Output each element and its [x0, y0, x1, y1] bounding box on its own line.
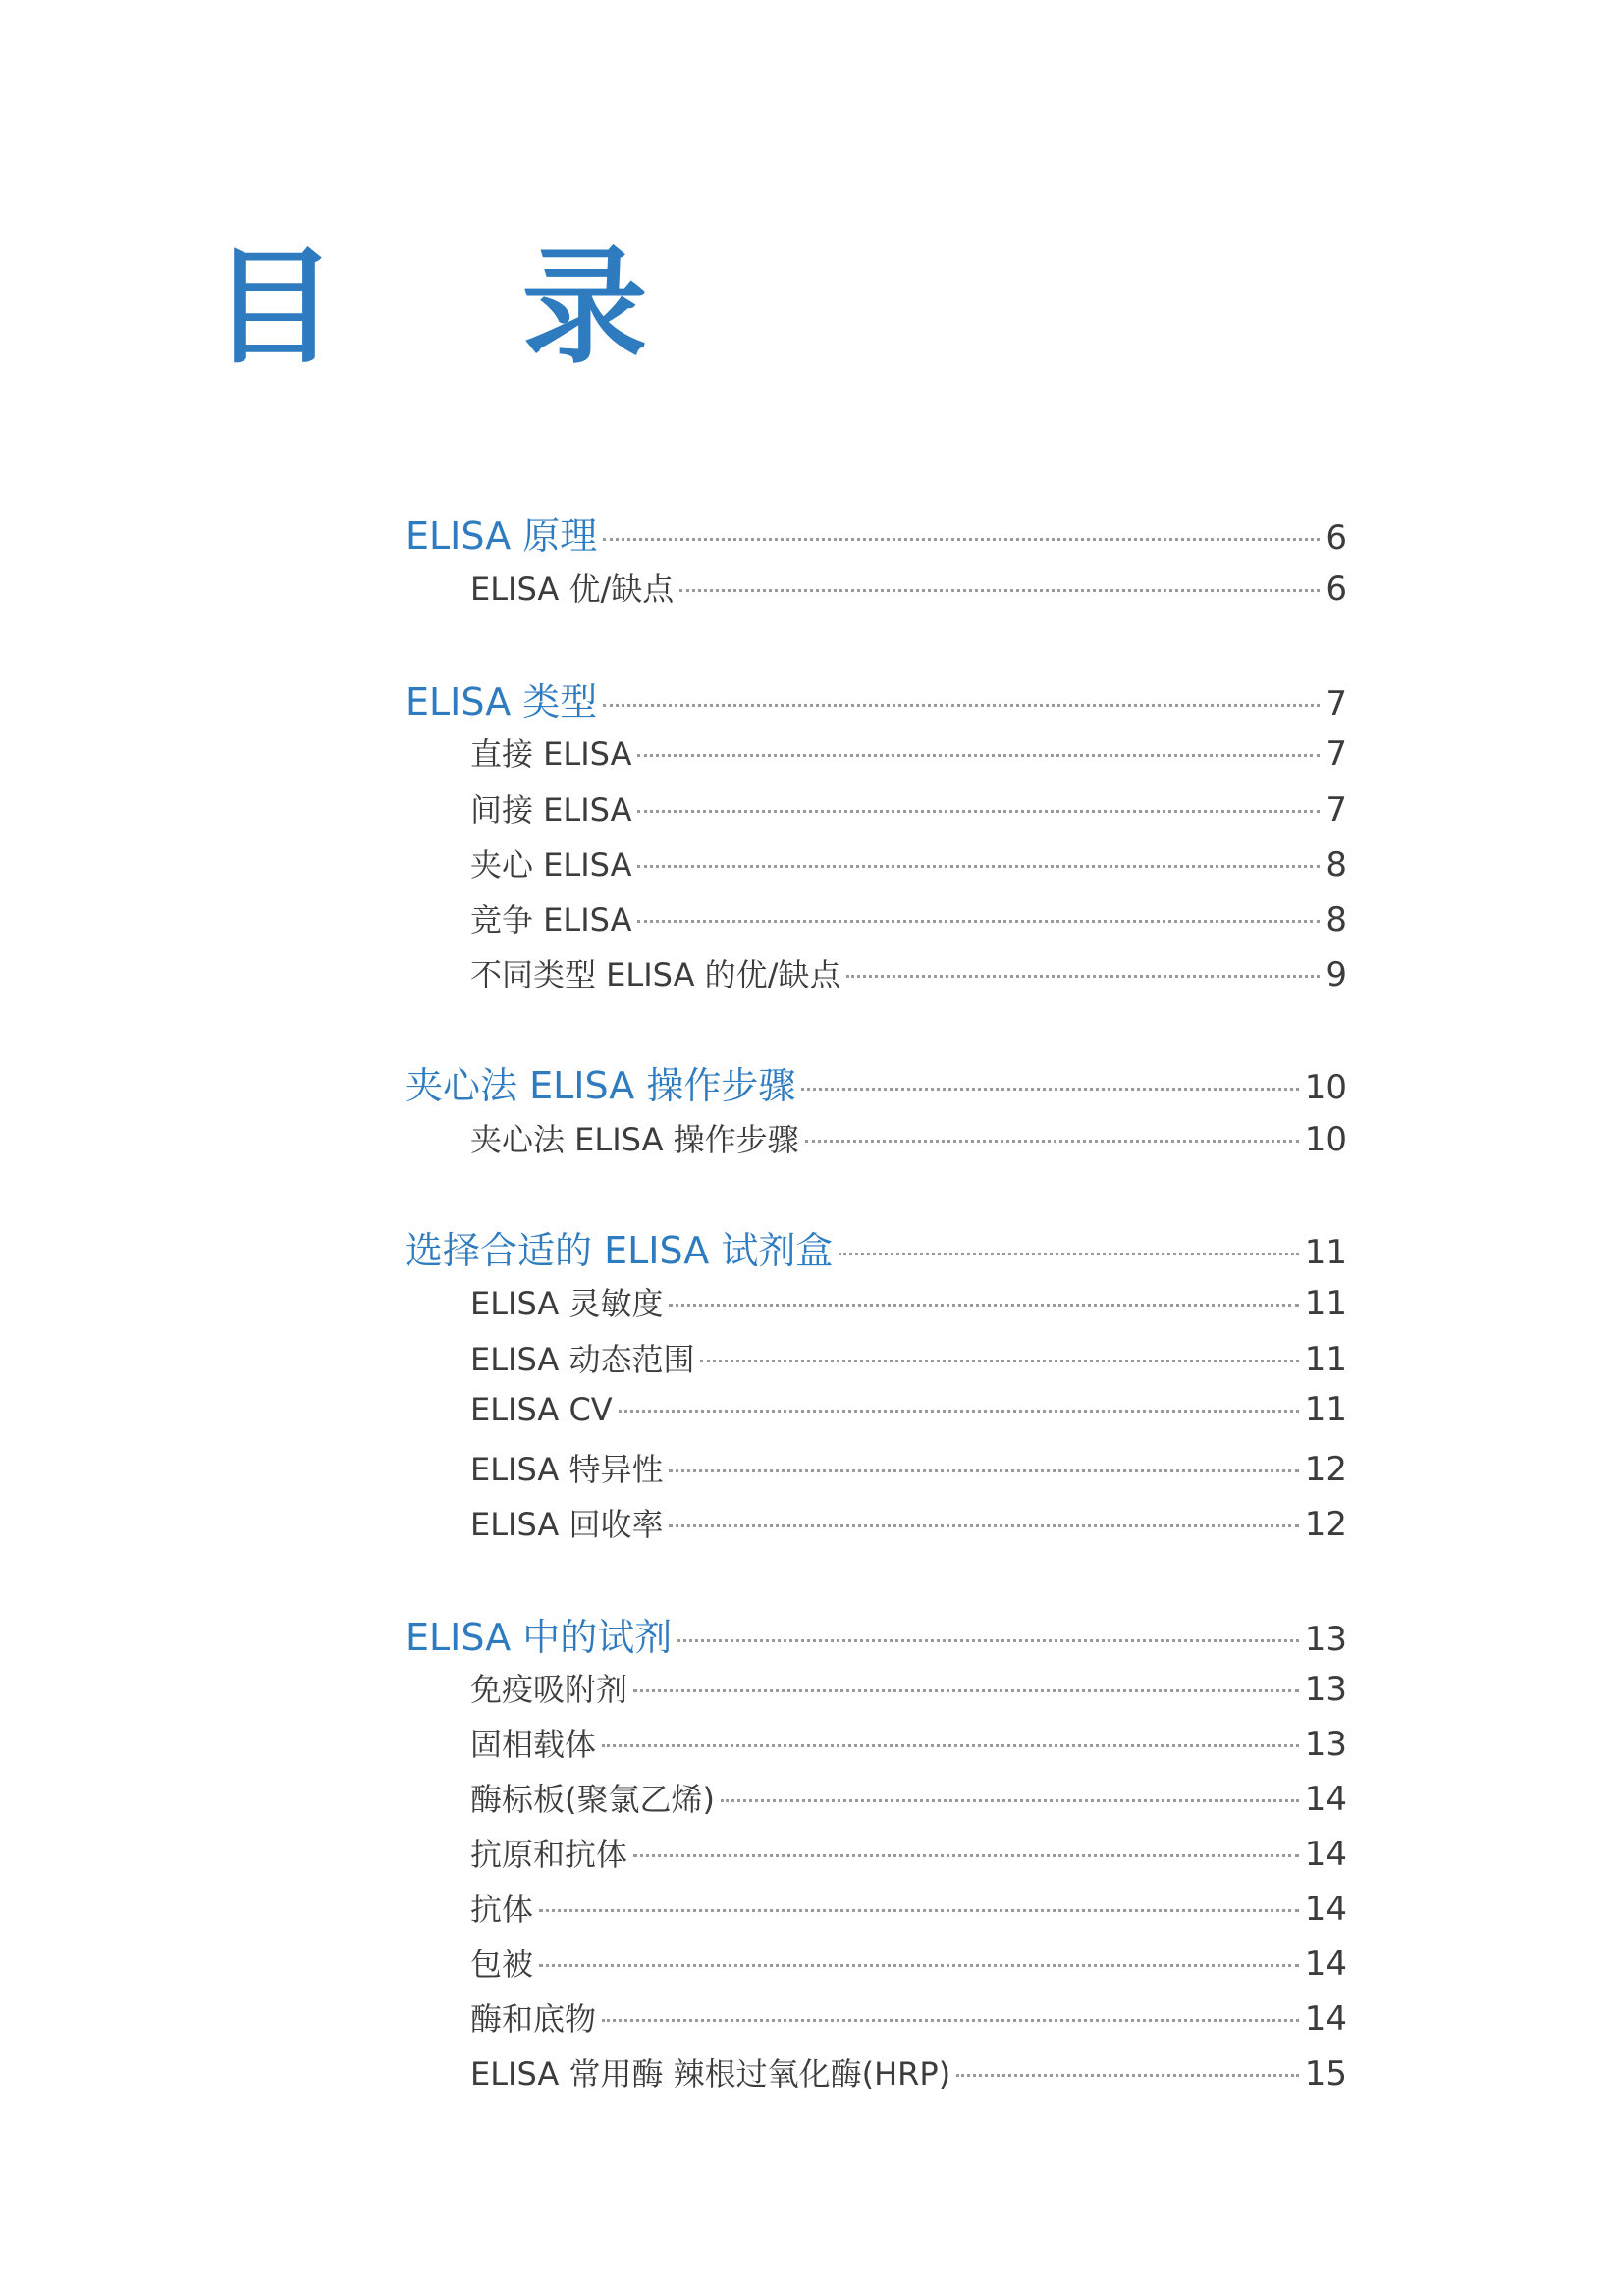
- toc-page-number: 14: [1304, 1945, 1347, 1984]
- toc-entry-coating[interactable]: [470, 1940, 1347, 1984]
- toc-entry-label: ELISA 常用酶 辣根过氧化酶(HRP): [470, 2056, 951, 2093]
- toc-page-number: 8: [1326, 845, 1347, 884]
- dot-leader: [679, 589, 1320, 592]
- page-title: 目 录: [211, 235, 719, 381]
- toc-entry-immunosorbent[interactable]: [470, 1665, 1347, 1709]
- dot-leader: [633, 1854, 1299, 1857]
- toc-entry-label: ELISA 动态范围: [470, 1341, 695, 1378]
- toc-entry-competitive-elisa[interactable]: [470, 895, 1347, 939]
- toc-entry-label: ELISA 回收率: [470, 1506, 664, 1543]
- toc-entry-label: 酶和底物: [470, 2001, 597, 2038]
- toc-entry-label: ELISA 类型: [406, 680, 598, 723]
- dot-leader: [637, 754, 1320, 757]
- dot-leader: [846, 975, 1320, 978]
- toc-page-number: 13: [1304, 1725, 1347, 1764]
- toc-entry-label: 夹心法 ELISA 操作步骤: [470, 1121, 799, 1158]
- toc-entry-label: 酶标板(聚氯乙烯): [470, 1781, 715, 1818]
- toc-entry-solid-phase[interactable]: [470, 1720, 1347, 1764]
- toc-entry-choose-kit[interactable]: [406, 1220, 1347, 1272]
- toc-entry-label: ELISA 原理: [406, 514, 598, 558]
- toc-page-number: 13: [1304, 1620, 1347, 1659]
- toc-entry-cv[interactable]: [470, 1390, 1347, 1431]
- toc-entry-sandwich-elisa[interactable]: [470, 840, 1347, 884]
- toc-entry-reagents[interactable]: [406, 1607, 1347, 1659]
- dot-leader: [805, 1140, 1299, 1143]
- toc-page-number: 7: [1326, 790, 1347, 829]
- dot-leader: [603, 538, 1320, 541]
- toc-entry-sandwich-procedure[interactable]: [406, 1055, 1347, 1107]
- dot-leader: [602, 2019, 1299, 2022]
- toc-page-number: 7: [1326, 684, 1347, 723]
- toc-entry-label: 包被: [470, 1946, 534, 1983]
- toc-page-number: 10: [1304, 1120, 1347, 1159]
- dot-leader: [633, 1689, 1299, 1692]
- dot-leader: [839, 1253, 1298, 1255]
- dot-leader: [603, 704, 1320, 707]
- toc-entry-sensitivity[interactable]: [470, 1279, 1347, 1323]
- toc-page-number: 8: [1326, 900, 1347, 939]
- toc-entry-label: ELISA CV: [470, 1391, 613, 1428]
- toc-page-number: 6: [1326, 569, 1347, 609]
- dot-leader: [637, 920, 1320, 923]
- toc-entry-types-pros-cons[interactable]: [470, 950, 1347, 994]
- dot-leader: [539, 1964, 1299, 1967]
- toc-page-number: 11: [1304, 1340, 1347, 1379]
- dot-leader: [619, 1410, 1299, 1413]
- toc-entry-antigen-antibody[interactable]: [470, 1830, 1347, 1874]
- toc-entry-label: 固相载体: [470, 1726, 597, 1763]
- toc-page-number: 14: [1304, 2000, 1347, 2039]
- toc-entry-antibody[interactable]: [470, 1885, 1347, 1929]
- toc-entry-label: 夹心法 ELISA 操作步骤: [406, 1064, 796, 1107]
- toc-page-number: 10: [1304, 1068, 1347, 1107]
- toc-entry-label: 直接 ELISA: [470, 735, 632, 773]
- toc-page-number: 12: [1304, 1450, 1347, 1489]
- toc-page-number: 11: [1304, 1390, 1347, 1429]
- toc-entry-label: 选择合适的 ELISA 试剂盒: [406, 1229, 834, 1272]
- toc-page-number: 9: [1326, 955, 1347, 994]
- dot-leader: [637, 810, 1320, 813]
- toc-entry-label: 抗原和抗体: [470, 1836, 628, 1873]
- toc-entry-elisa-principle[interactable]: [406, 506, 1347, 558]
- toc-page-number: 7: [1326, 734, 1347, 774]
- toc-page-number: 15: [1304, 2055, 1347, 2094]
- dot-leader: [637, 865, 1320, 868]
- toc-entry-recovery[interactable]: [470, 1500, 1347, 1544]
- toc-entry-specificity[interactable]: [470, 1445, 1347, 1489]
- dot-leader: [669, 1304, 1298, 1307]
- toc-entry-label: 夹心 ELISA: [470, 846, 632, 883]
- dot-leader: [721, 1799, 1299, 1802]
- toc-page-number: 11: [1304, 1233, 1347, 1272]
- toc-entry-dynamic-range[interactable]: [470, 1335, 1347, 1379]
- toc-page-number: 11: [1304, 1284, 1347, 1323]
- dot-leader: [677, 1639, 1298, 1642]
- toc-entry-hrp[interactable]: [470, 2050, 1347, 2094]
- toc-page-number: 13: [1304, 1670, 1347, 1709]
- dot-leader: [602, 1744, 1299, 1747]
- toc-entry-label: 竞争 ELISA: [470, 901, 632, 938]
- toc-entry-elisa-pros-cons[interactable]: [470, 564, 1347, 609]
- toc-entry-label: ELISA 优/缺点: [470, 570, 675, 608]
- toc-page-number: 12: [1304, 1505, 1347, 1544]
- dot-leader: [539, 1909, 1299, 1912]
- toc-page-number: 14: [1304, 1890, 1347, 1929]
- dot-leader: [801, 1088, 1298, 1091]
- toc-entry-direct-elisa[interactable]: [470, 729, 1347, 774]
- toc-entry-enzyme-substrate[interactable]: [470, 1995, 1347, 2039]
- dot-leader: [700, 1360, 1298, 1362]
- toc-entry-indirect-elisa[interactable]: [470, 785, 1347, 827]
- toc-page-number: 14: [1304, 1835, 1347, 1874]
- toc-entry-label: 抗体: [470, 1891, 534, 1928]
- toc-entry-sandwich-procedure-sub[interactable]: [470, 1115, 1347, 1159]
- toc-entry-label: 间接 ELISA: [470, 791, 632, 828]
- dot-leader: [956, 2074, 1299, 2077]
- toc-entry-label: ELISA 中的试剂: [406, 1616, 673, 1659]
- dot-leader: [669, 1469, 1298, 1472]
- toc-page-number: 14: [1304, 1780, 1347, 1819]
- toc-entry-label: ELISA 特异性: [470, 1451, 664, 1488]
- toc-entry-elisa-types[interactable]: [406, 671, 1347, 723]
- toc-entry-microplate[interactable]: [470, 1775, 1347, 1819]
- toc-entry-label: 不同类型 ELISA 的优/缺点: [470, 956, 841, 993]
- dot-leader: [669, 1524, 1298, 1527]
- toc-entry-label: ELISA 灵敏度: [470, 1285, 664, 1322]
- toc-page-number: 6: [1326, 518, 1347, 558]
- toc-entry-label: 免疫吸附剂: [470, 1671, 628, 1708]
